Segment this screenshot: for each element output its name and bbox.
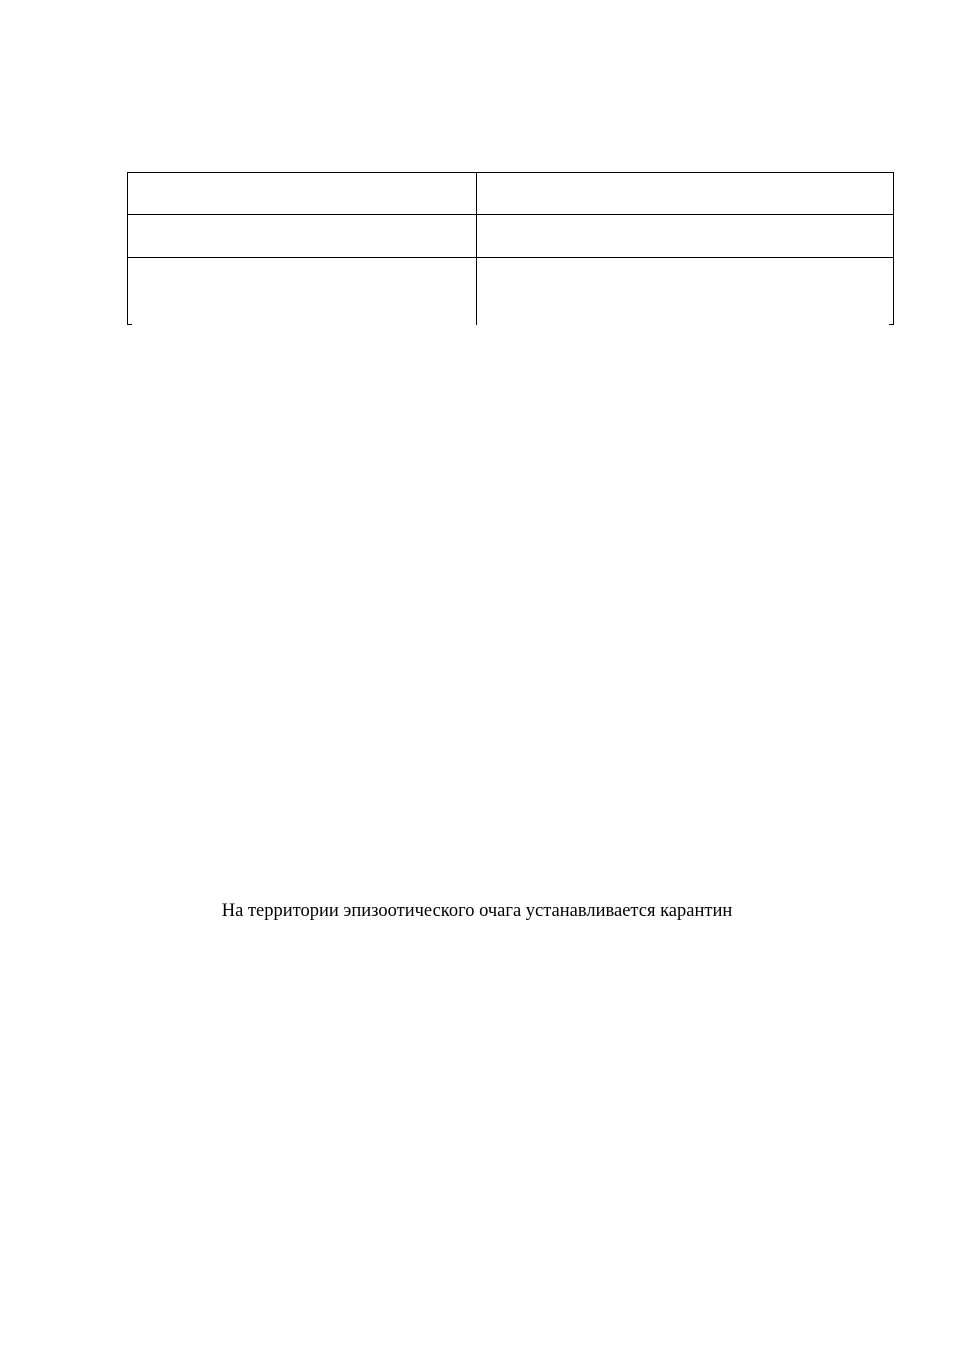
quarantine-caption: На территории эпизоотического очага устанавливается карантин bbox=[221, 901, 733, 921]
table-bottom-tick-left bbox=[127, 324, 132, 325]
table-row-divider bbox=[127, 214, 894, 215]
table-row-divider bbox=[127, 257, 894, 258]
table-fragment bbox=[127, 172, 894, 325]
table-top-border bbox=[127, 172, 894, 173]
table-column-divider bbox=[476, 172, 477, 325]
table-bottom-tick-right bbox=[889, 324, 894, 325]
table-left-border bbox=[127, 172, 128, 325]
table-right-border bbox=[893, 172, 894, 325]
